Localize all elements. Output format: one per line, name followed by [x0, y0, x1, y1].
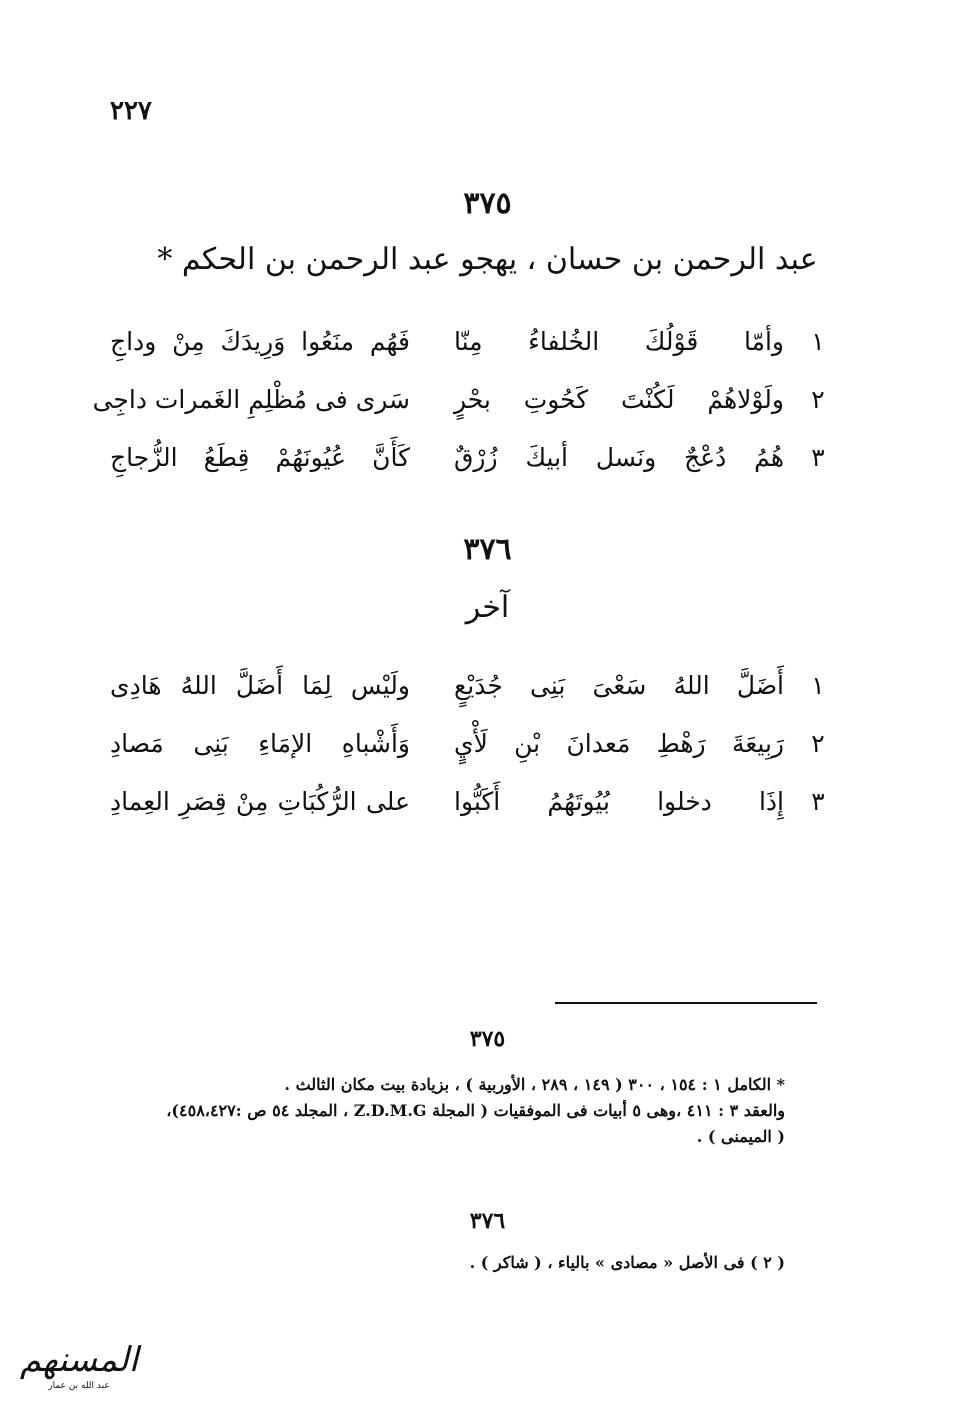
verse-first-hemistich: إِذَا دخلوا بُيُوتَهُمُ أَكَبُّوا [454, 787, 784, 816]
verse-second-hemistich: كَأَنَّ عُيُونَهُمْ قِطَعُ الزُّجاجِ [110, 443, 410, 472]
poem-number: ٣٧٥ [463, 186, 512, 221]
verse-number: ١ [811, 327, 825, 356]
footnote-line: والعقد ٣ : ٤١١ ،وهى ٥ أبيات فى الموفقيات ( المجلة Z.D.M.G ، المجلد ٥٤ ص :٤٥٨،٤٢٧)، [166, 1101, 785, 1120]
verse-line [110, 438, 830, 478]
watermark-subtext: عبد الله بن عمار [48, 1381, 110, 1391]
footnote-number: ٣٧٦ [469, 1208, 506, 1234]
verse-line [110, 322, 830, 362]
verse-line [110, 782, 830, 822]
verse-first-hemistich: هُمُ دُعْجٌ ونَسل أبيكَ زُرْقٌ [454, 443, 784, 472]
footnote-text [120, 1250, 785, 1276]
page-number: ٢٢٧ [110, 96, 152, 126]
verse-second-hemistich: سَرى فى مُظْلِمِ الغَمرات داجِى [92, 385, 410, 414]
footnote-line: ( الميمنى ) . [696, 1127, 785, 1146]
watermark-text: المسنهم [19, 1340, 139, 1380]
verse-first-hemistich: أَضَلَّ اللهُ سَعْىَ بَنِى جُدَيْعٍ [454, 671, 784, 700]
verse-line [110, 666, 830, 706]
verse-number: ٣ [811, 787, 825, 816]
verse-number: ١ [811, 671, 825, 700]
verse-first-hemistich: ولَوْلاهُمْ لَكُنْتَ كَحُوتِ بحْرٍ [454, 385, 784, 414]
verse-number: ٢ [811, 385, 825, 414]
verse-first-hemistich: رَبِيعَةَ رَهْطِ مَعدانَ بْنِ لَأْيٍ [454, 729, 784, 758]
verse-line [92, 380, 830, 420]
verse-line [110, 724, 830, 764]
poem-title: آخر [465, 590, 510, 625]
footnote-number: ٣٧٥ [469, 1026, 506, 1052]
footnote-line: ( ٢ ) فى الأصل « مصادى » بالياء ، ( شاكر ) . [469, 1253, 785, 1272]
poem-number: ٣٧٦ [463, 532, 512, 567]
verse-number: ٣ [811, 443, 825, 472]
verse-second-hemistich: فَهُم منَعُوا وَرِيدَكَ مِنْ وداجِ [110, 327, 410, 356]
footnote-text [120, 1072, 785, 1150]
verse-first-hemistich: وأمّا قَوْلُكَ الخُلفاءُ مِنّا [454, 327, 784, 356]
watermark-logo [14, 1340, 144, 1410]
footnote-line: * الكامل ١ : ١٥٤ ، ٣٠٠ ( ١٤٩ ، ٢٨٩ ، الأوربية ) ، بزيادة بيت مكان الثالث . [284, 1075, 785, 1094]
verse-second-hemistich: ولَيْس لِمَا أَضَلَّ اللهُ هَادِى [110, 671, 410, 700]
verse-second-hemistich: على الرُّكُبَاتِ مِنْ قِصَرِ العِمادِ [110, 787, 410, 816]
poem-title: عبد الرحمن بن حسان ، يهجو عبد الرحمن بن الحكم * [157, 242, 818, 277]
verse-second-hemistich: وَأَشْباهِ الإمَاءِ بَنِى مَصادِ [110, 729, 410, 758]
verse-number: ٢ [811, 729, 825, 758]
footnote-divider [555, 1002, 817, 1004]
